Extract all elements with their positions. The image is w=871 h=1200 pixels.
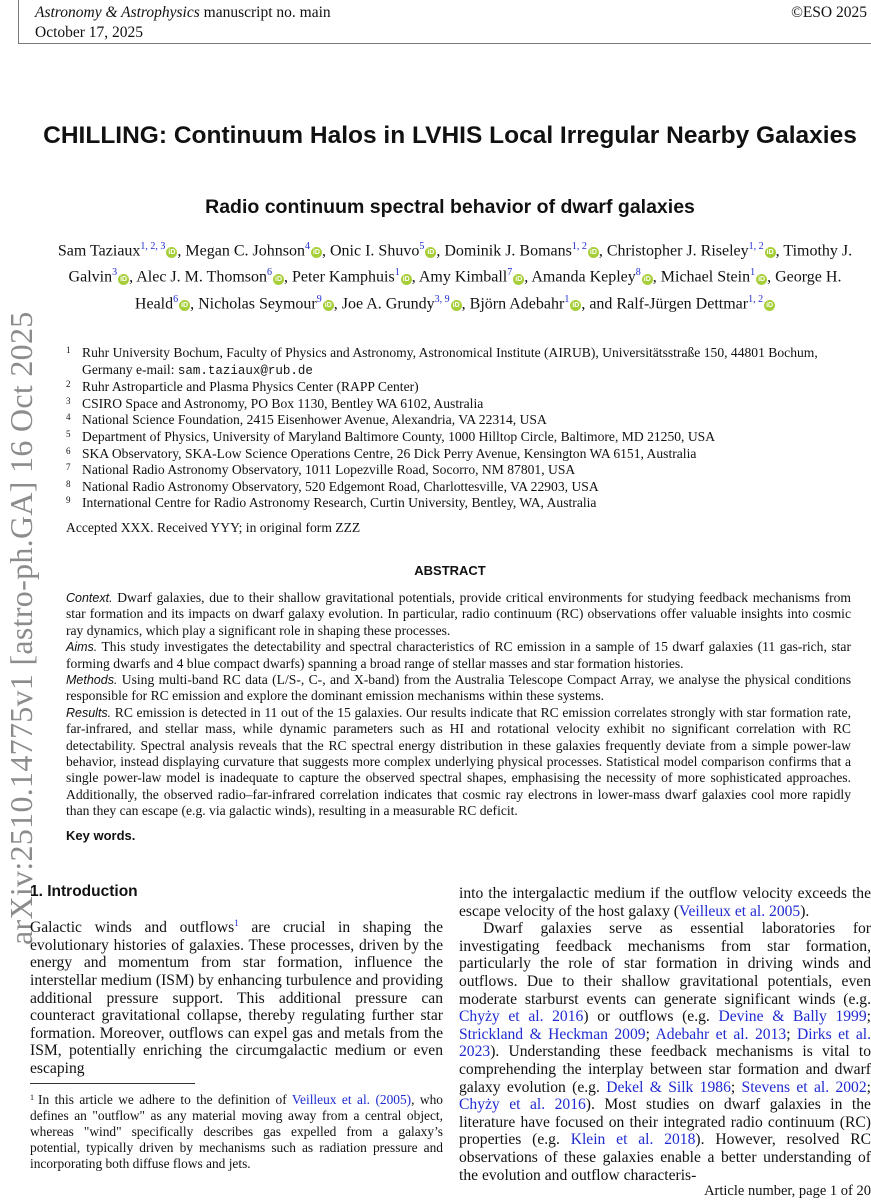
intro-text: into the intergalactic medium if the outflow velocity exceeds the escape velocity of the host galaxy ( [459,885,871,920]
author-name: Megan C. Johnson [185,242,305,260]
affiliation-ref[interactable]: 8 [635,267,641,279]
affiliation-number: 5 [66,428,71,439]
copyright: ©ESO 2025 [791,4,867,21]
affiliation-number: 7 [66,462,71,473]
author-name: Alec J. M. Thomson [136,268,268,286]
author-name: Amanda Kepley [531,268,636,286]
citation-link[interactable]: Dekel & Silk 1986 [606,1078,731,1096]
intro-paragraph-1-cont [459,885,871,920]
results-text: RC emission is detected in 11 out of the 15 galaxies. Our results indicate that RC emission correlates strongly with star formation rate, far-infrared, and stellar mass, while dynamic parameters such as HI and rotational velocity exhibit no significant correlation with RC detectability. Spectral analysis reveals that the RC spectral energy distribution in these galaxies frequently deviate from a simple power-law behavior, instead displaying curvature that suggests more complex underlying physical processes. Statistical model comparison confirms that a single power-law model is inadequate to capture the observed spectral shapes, emphasising the necessity of more sophisticated approaches. Additionally, the observed radio–far-infrared correlation indicates that cosmic ray electrons in lower-mass dwarf galaxies cool more rapidly than they can escape (e.g. via galactic winds), resulting in a measurable RC deficit. [66,704,851,819]
affiliation-text: SKA Observatory, SKA-Low Science Operations Centre, 26 Dick Perry Avenue, Kensington WA 6151, Australia [82,445,697,461]
affiliation-ref[interactable]: 4 [304,241,310,252]
author-name: Timothy J. Galvin [68,242,853,286]
affiliation-number: 2 [66,379,71,390]
intro-paragraph-2: Dwarf galaxies serve as essential laboratories for investigating feedback mechanisms from star formation, particularly the role of star formation in driving winds and outflows. Due to their shallow gravitational potentials, even moderate starburst events can generate significant winds (e.g. Chyży et al. 2016) or outflows (e.g. Devine & Bally 1999; Strickland & Heckman 2009; Adebahr et al. 2013; Dirks et al. 2023). Understanding these feedback mechanisms is vital to comprehending the interplay between star formation and dwarf galaxy evolution (e.g. Dekel & Silk 1986; Stevens et al. 2002; Chyży et al. 2016). Most studies on dwarf galaxies in the literature have focused on their integrated radio continuum (RC) properties (e.g. Klein et al. 2018). However, resolved RC observations of these galaxies enable a better understanding of the evolution and outflow characteris- [459,920,871,1184]
author-name: Onic I. Shuvo [329,242,420,260]
author-name: Christopher J. Riseley [606,242,749,260]
orcid-icon[interactable]: iD [589,249,597,257]
affiliation-ref[interactable]: 5 [419,241,425,252]
left-column [30,915,443,1078]
affiliation-item [66,412,856,429]
affiliation-item [66,379,856,396]
affiliation-ref[interactable]: 1, 2, 3 [140,241,166,252]
affiliation-item [66,479,856,496]
orcid-icon[interactable]: iD [402,275,410,283]
methods-label: Methods. [66,673,118,688]
orcid-icon[interactable]: iD [515,275,523,283]
author-name: Ralf-Jürgen Dettmar [616,294,749,312]
affiliation-list [66,345,856,512]
author-name: Joe A. Grundy [341,294,435,312]
footnote-text: , who defines an "outflow" as any material moving away from a central object, whereas "wind" specifically describes gas expelled from a galaxy’s potential, typically driven by mechanisms such as radiation pressure and incorporating both diffuse flows and jets. [30,1092,443,1171]
intro-text: are crucial in shaping the evolutionary histories of galaxies. These processes, driven by the energy and momentum from star formation, influence the interstellar medium (ISM) by enhancing turbulence and providing additional pressure support. This additional pressure can counteract gravitational collapse, thereby regulating further star formation. Moreover, outflows can expel gas and metals from the ISM, potentially enriching the circumgalactic medium or even escaping [30,919,443,1077]
author-name: Dominik J. Bomans [444,242,572,260]
footnote-rule [30,1083,195,1084]
keywords-label: Key words. [66,828,136,843]
orcid-icon[interactable]: iD [766,249,774,257]
affiliation-text: Ruhr Astroparticle and Plasma Physics Center (RAPP Center) [82,379,419,395]
affiliation-ref[interactable]: 3 [112,267,118,279]
arxiv-stamp[interactable]: arXiv:2510.14775v1 [astro-ph.GA] 16 Oct 2025 [3,311,39,945]
footnote-1 [30,1090,443,1172]
affiliation-item [66,495,856,512]
intro-text: Galactic winds and outflows [30,919,235,937]
orcid-icon[interactable]: iD [275,275,283,283]
affiliation-item [66,396,856,413]
footnote-ref-1[interactable]: 1 [234,918,239,928]
orcid-icon[interactable]: iD [427,249,435,257]
aims-text: This study investigates the detectability and spectral characteristics of RC emission in a sample of 15 dwarf galaxies (11 gas-rich, star forming dwarfs and 4 blue compact dwarfs) spanning a broad range of stellar masses and star formation histories. [66,639,851,671]
affiliation-text: National Radio Astronomy Observatory, 1011 Lopezville Road, Socorro, NM 87801, USA [82,462,576,478]
citation-link[interactable]: Stevens et al. 2002 [741,1078,867,1096]
citation-link[interactable]: Klein et al. 2018 [570,1131,696,1149]
orcid-icon[interactable]: iD [312,249,320,257]
affiliation-number: 3 [66,395,71,406]
affiliation-ref[interactable]: 1 [394,267,400,279]
author-name: Michael Stein [660,268,751,286]
affiliation-text: Ruhr University Bochum, Faculty of Physics and Astronomy, Astronomical Institute (AIRUB), Universitätsstraße 150, 44801 Bochum, Germany e-mail: [82,345,818,377]
author-name: Sam Taziaux [57,242,141,260]
affiliation-number: 1 [66,345,71,355]
right-column [459,885,871,1184]
intro-paragraph-1 [30,915,443,1078]
affiliation-text: National Science Foundation, 2415 Eisenhower Avenue, Alexandria, VA 22314, USA [82,412,547,428]
affiliation-ref[interactable]: 1, 2 [571,241,587,252]
results-label: Results. [66,705,112,720]
affiliation-ref[interactable]: 1 [750,267,756,279]
page-number: Article number, page 1 of 20 [704,1183,871,1199]
orcid-icon[interactable]: iD [168,249,176,257]
context-label: Context. [66,591,113,605]
section-heading-introduction: 1. Introduction [30,883,138,900]
aims-label: Aims. [66,640,98,655]
affiliation-number: 9 [66,495,71,506]
citation-link[interactable]: Strickland & Heckman 2009 [459,1025,646,1043]
footnote-number: 1 [30,1093,34,1102]
citation-link[interactable]: Adebahr et al. 2013 [655,1025,787,1043]
manuscript-number: manuscript no. main [199,4,331,21]
orcid-icon[interactable]: iD [766,301,774,309]
received-line: Accepted XXX. Received YYY; in original form ZZZ [66,520,361,535]
author-name: Amy Kimball [418,268,508,286]
affiliation-item [66,446,856,463]
affiliation-number: 6 [66,445,71,456]
citation-link[interactable]: Chyży et al. 2016 [459,1008,584,1026]
author-name: Peter Kamphuis [292,268,395,286]
affiliation-number: 4 [66,412,71,423]
affiliation-ref[interactable]: 7 [507,267,513,279]
affiliation-ref[interactable]: 6 [173,293,179,305]
context-text: Dwarf galaxies, due to their shallow gravitational potentials, provide critical environments for studying feedback mechanisms from star formation and its impacts on dwarf galaxy evolution. In particular, radio continuum (RC) observations offer valuable insights into cosmic ray dynamics, which play a significant role in shaping these processes. [66,590,851,638]
journal-header-left [35,3,331,43]
affiliation-text: Department of Physics, University of Maryland Baltimore County, 1000 Hilltop Circle, Baltimore, MD 21250, USA [82,428,716,444]
author-name: George H. Heald [134,268,842,312]
methods-text: Using multi-band RC data (L/S-, C-, and X-band) from the Australia Telescope Compact Array, we analyse the physical conditions responsible for RC emission and explore the dominant emission mechanisms within these systems. [66,672,851,704]
author-name: Björn Adebahr [469,294,565,312]
citation-link[interactable]: Veilleux et al. 2005 [678,902,801,920]
orcid-icon[interactable]: iD [181,301,189,309]
abstract-heading: ABSTRACT [414,563,486,578]
orcid-icon[interactable]: iD [452,301,460,309]
orcid-icon[interactable]: iD [324,301,332,309]
citation-link[interactable]: Veilleux et al. (2005) [291,1092,412,1107]
footnote-text: In this article we adhere to the definition of [38,1092,292,1107]
author-name: Nicholas Seymour [198,294,317,312]
affiliation-item [66,345,856,379]
journal-name: Astronomy & Astrophysics [35,4,200,21]
citation-link[interactable]: Dirks et al. 2023 [459,1025,871,1061]
orcid-icon[interactable]: iD [758,275,766,283]
abstract-body [66,590,851,820]
orcid-icon[interactable]: iD [572,301,580,309]
affiliation-text: International Centre for Radio Astronomy Research, Curtin University, Bentley, WA, Australia [82,495,597,511]
affiliation-ref[interactable]: 1, 2 [748,293,764,305]
affiliation-ref[interactable]: 1, 2 [748,241,764,252]
affiliation-text: National Radio Astronomy Observatory, 520 Edgemont Road, Charlottesville, VA 22903, USA [82,478,599,494]
paper-subtitle: Radio continuum spectral behavior of dwarf galaxies [205,196,695,218]
affiliation-text: CSIRO Space and Astronomy, PO Box 1130, Bentley WA 6102, Australia [82,395,484,411]
affiliation-ref[interactable]: 1 [564,293,570,305]
author-list: Sam Taziaux$^{1, 2, 3}$iD , Megan C. Johnson$^4$iD , Onic I. Shuvo$^5$iD , Dominik J. Bomans$^{1, 2}$iD , Christopher J. Riseley$^{1, 2}$iD , Timothy J. Galvin$^3$iD , Alec J. M. Thomson$^6$iD , Peter Kamphuis$^1$iD , Amy Kimball$^7$iD , Amanda Kepley$^8$iD , Michael Stein$^1$iD , George H. Heald$^6$iD , Nicholas Seymour$^9$iD , Joe A. Grundy$^{3, 9}$iD , Björn Adebahr$^1$iD , and Ralf-Jürgen Dettmar$^{1, 2}$iD [57,241,853,312]
paper-title: CHILLING: Continuum Halos in LVHIS Local Irregular Nearby Galaxies [43,122,857,149]
orcid-icon[interactable]: iD [643,275,651,283]
header-date: October 17, 2025 [35,24,144,41]
affiliation-ref[interactable]: 6 [267,267,273,279]
intro-text: ). [800,902,810,920]
citation-link[interactable]: Chyży et al. 2016 [459,1096,586,1114]
email-address[interactable]: sam.taziaux@rub.de [177,363,313,378]
affiliation-item [66,462,856,479]
affiliation-number: 8 [66,478,71,489]
affiliation-ref[interactable]: 9 [316,293,322,305]
affiliation-ref[interactable]: 3, 9 [434,293,450,305]
citation-link[interactable]: Devine & Bally 1999 [718,1008,867,1026]
orcid-icon[interactable]: iD [120,275,128,283]
affiliation-item [66,429,856,446]
